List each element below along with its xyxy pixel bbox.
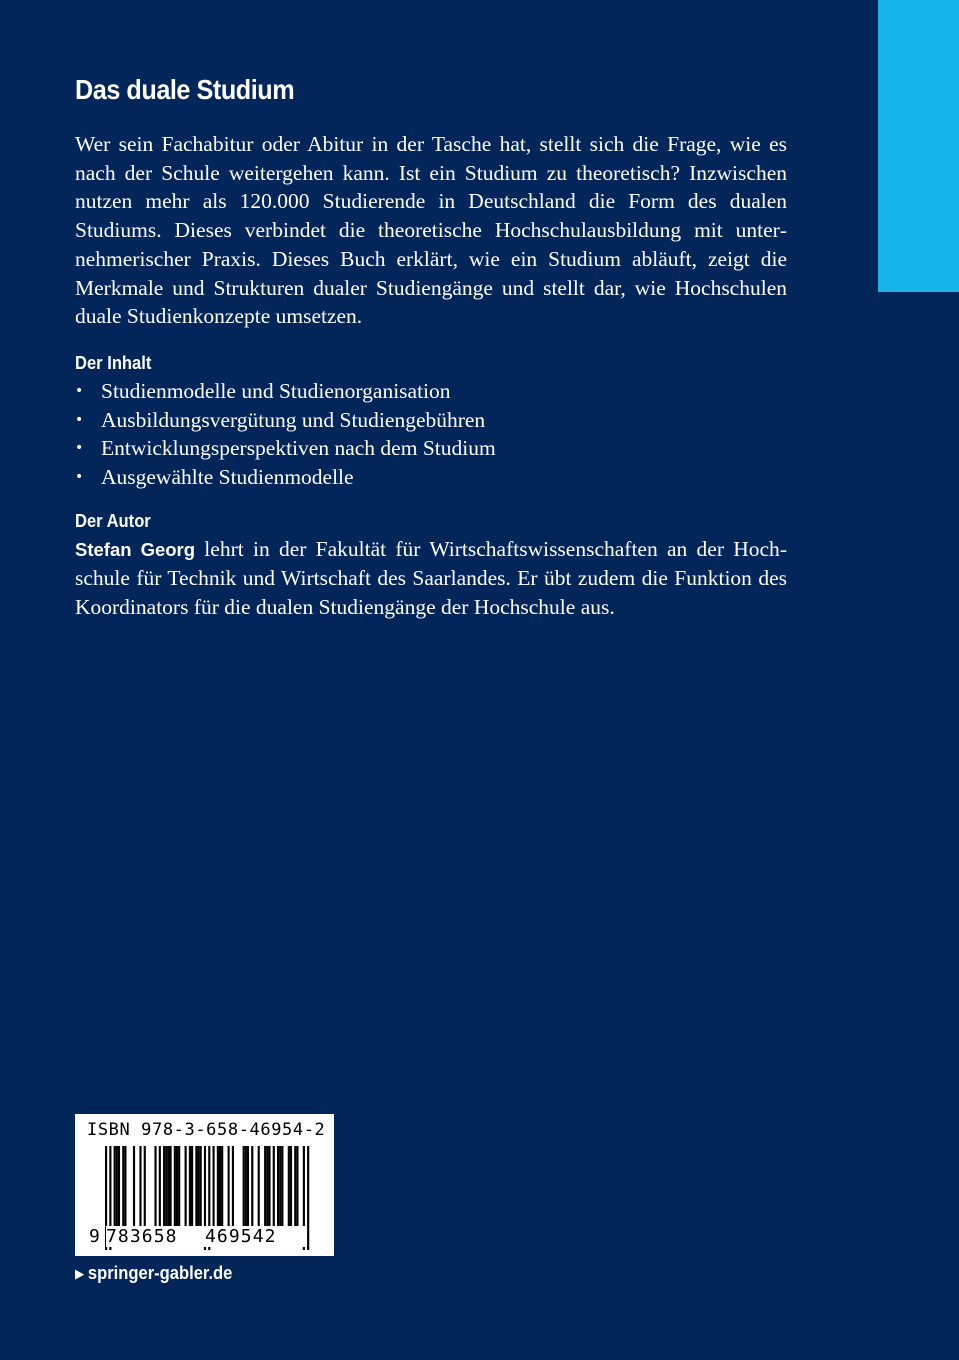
barcode-bar bbox=[290, 1146, 292, 1226]
list-item bbox=[75, 434, 787, 463]
list-item bbox=[75, 377, 787, 406]
barcode-bar bbox=[185, 1146, 187, 1226]
barcode-bar bbox=[296, 1146, 298, 1226]
bullet-icon: • bbox=[75, 411, 84, 428]
barcode-bar bbox=[294, 1146, 296, 1226]
barcode-bar bbox=[197, 1146, 199, 1226]
barcode-bar bbox=[116, 1146, 118, 1226]
barcode-bar bbox=[232, 1146, 234, 1226]
list-item-label: Ausbildungsvergütung und Studiengebühren bbox=[101, 407, 486, 432]
barcode-bar bbox=[139, 1146, 141, 1226]
barcode-bar bbox=[174, 1146, 176, 1226]
barcode-bar bbox=[170, 1146, 172, 1226]
barcode-bar bbox=[277, 1146, 279, 1226]
barcode-digits-left: 783658 bbox=[106, 1226, 206, 1247]
barcode-bar bbox=[228, 1146, 230, 1226]
cyan-accent-strip bbox=[878, 0, 959, 292]
list-item bbox=[75, 406, 787, 435]
triangle-right-icon: ▶ bbox=[75, 1266, 85, 1281]
barcode-bar bbox=[264, 1146, 266, 1226]
barcode-bar bbox=[258, 1146, 260, 1226]
barcode-bar bbox=[118, 1146, 120, 1226]
barcode-bar bbox=[144, 1146, 146, 1226]
author-heading: Der Autor bbox=[75, 510, 151, 531]
barcode-bar bbox=[189, 1146, 191, 1226]
bullet-icon: • bbox=[75, 440, 84, 457]
list-item-label: Studienmodelle und Studienorganisation bbox=[101, 378, 451, 403]
barcode-bar bbox=[114, 1146, 116, 1226]
barcode-bar bbox=[165, 1146, 167, 1226]
book-title: Das duale Studium bbox=[75, 74, 295, 105]
barcode-bar bbox=[279, 1146, 281, 1226]
barcode-bar bbox=[133, 1146, 135, 1226]
list-item bbox=[75, 463, 787, 492]
publisher-website-label: springer-gabler.de bbox=[87, 1263, 233, 1283]
contents-heading: Der Inhalt bbox=[75, 352, 152, 373]
contents-list bbox=[75, 377, 787, 492]
barcode-bar bbox=[281, 1146, 283, 1226]
publisher-website-link[interactable] bbox=[75, 1262, 232, 1285]
barcode-bar bbox=[154, 1146, 156, 1226]
barcode-bar bbox=[217, 1146, 219, 1226]
barcode-bar bbox=[178, 1146, 180, 1226]
lead-paragraph: Wer sein Fachabitur oder Abitur in der Tasche hat, stellt sich die Frage, wie es nach der Schule weitergehen kann. Ist ein Studium zu theoretisch? Inzwischen nutzen mehr als 120.000 Studierende in Deutschland die Form des dualen Studiums. Dieses verbindet die theoretische Hochschulausbildung mit unternehmerischer Praxis. Dieses Buch erklärt, wie ein Studium abläuft, zeigt die Merkmale und Strukturen dualer Studiengänge und stellt dar, wie Hochschulen duale Studienkonzepte umsetzen. bbox=[75, 132, 787, 329]
author-bio: lehrt in der Fakultät für Wirtschaftswissenschaften an der Hochschule für Technik und Wirtschaft des Saarlandes. Er übt zudem die Funktion des Koordinators für die dualen Studiengänge der Hochschule aus. bbox=[75, 536, 787, 620]
barcode-bar bbox=[167, 1146, 169, 1226]
barcode-bar bbox=[176, 1146, 178, 1226]
barcode-bar bbox=[307, 1146, 309, 1250]
author-name: Stefan Georg bbox=[75, 538, 196, 560]
barcode-bar bbox=[159, 1146, 161, 1226]
author-paragraph bbox=[75, 535, 787, 622]
barcode-bar bbox=[251, 1146, 253, 1226]
barcode-digit-first: 9 bbox=[89, 1226, 100, 1247]
barcode-bar bbox=[221, 1146, 223, 1226]
list-item-label: Ausgewählte Studienmodelle bbox=[101, 465, 354, 490]
barcode-bar bbox=[288, 1146, 290, 1226]
barcode-bar bbox=[213, 1146, 215, 1226]
isbn-barcode bbox=[75, 1114, 334, 1256]
bullet-icon: • bbox=[75, 382, 84, 399]
barcode-bar bbox=[268, 1146, 270, 1226]
barcode-bar bbox=[122, 1146, 124, 1226]
barcode-digits-right: 469542 bbox=[205, 1226, 305, 1247]
barcode-bar bbox=[163, 1146, 165, 1226]
barcode-bar bbox=[124, 1146, 126, 1226]
barcode-bar bbox=[245, 1146, 247, 1226]
barcode-bar bbox=[273, 1146, 275, 1226]
barcode-bar bbox=[247, 1146, 249, 1226]
barcode-bar bbox=[266, 1146, 268, 1226]
barcode-bar bbox=[243, 1146, 245, 1226]
isbn-label: ISBN 978-3-658-46954-2 bbox=[87, 1120, 326, 1140]
bullet-icon: • bbox=[75, 469, 84, 486]
barcode-bar bbox=[191, 1146, 193, 1226]
barcode-bar bbox=[200, 1146, 202, 1226]
barcode-bar bbox=[219, 1146, 221, 1226]
barcode-bar bbox=[195, 1146, 197, 1226]
list-item-label: Entwicklungsperspektiven nach dem Studium bbox=[101, 436, 496, 461]
back-cover-text bbox=[75, 70, 787, 622]
